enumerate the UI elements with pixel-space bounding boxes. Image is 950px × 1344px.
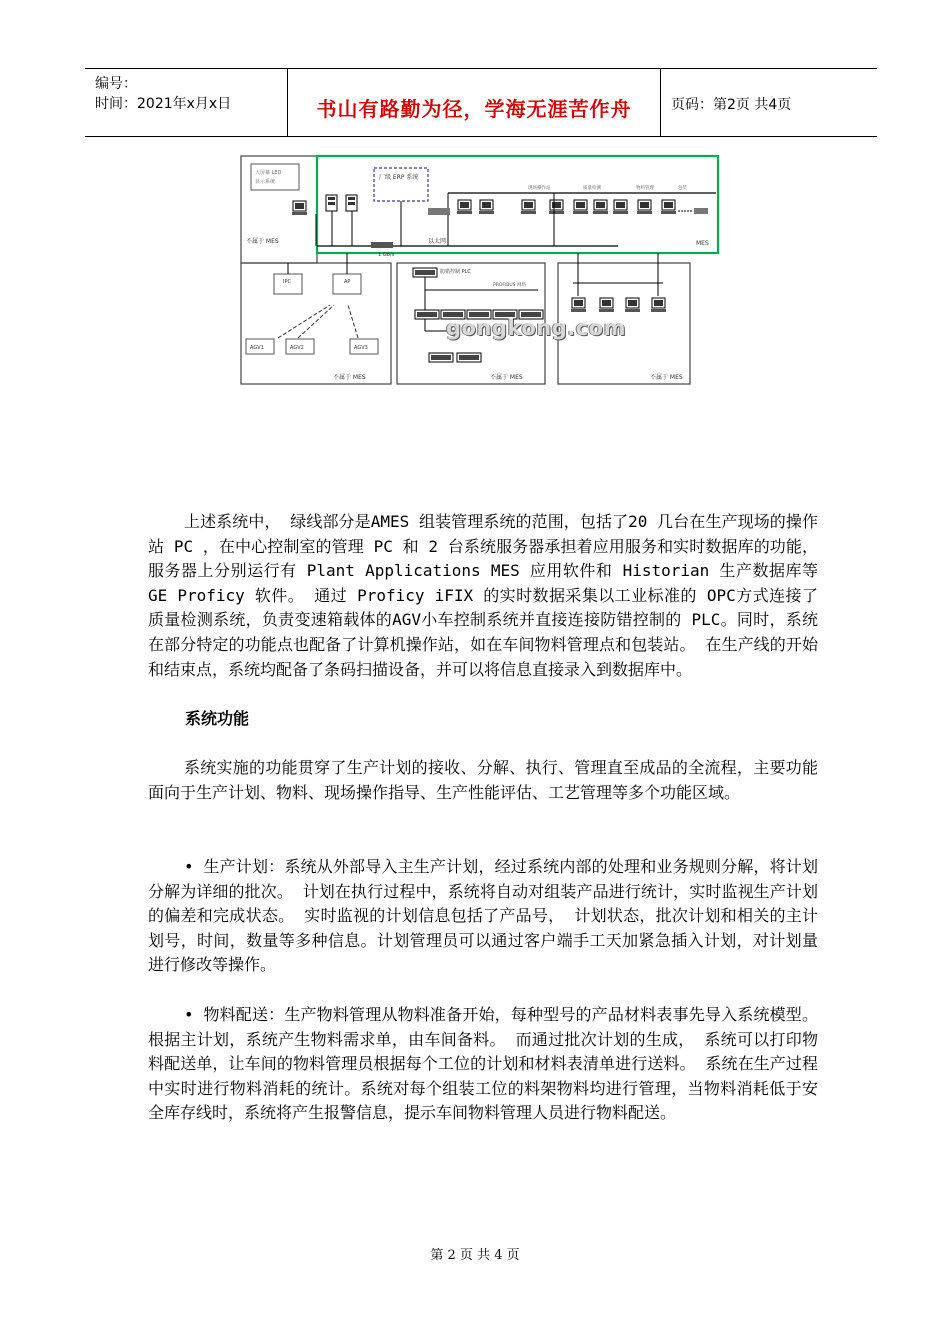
- header-motto-cell: [287, 69, 661, 136]
- pc-icon: [571, 298, 586, 312]
- ethernet-label: 以太网: [428, 238, 447, 245]
- header-page-cell: [661, 69, 877, 136]
- svg-text:包装: 包装: [678, 186, 687, 191]
- doc-number-label: 编号：: [95, 76, 137, 92]
- header-meta-cell: [85, 69, 285, 136]
- pc-icon: [573, 200, 588, 214]
- server-icon: [326, 195, 337, 211]
- plc-host-label: 防错控制 PLC: [440, 269, 471, 275]
- factory-label: 不属于 MES: [650, 374, 683, 381]
- pc-icon: [599, 298, 614, 312]
- agv2-label: AGV2: [290, 345, 304, 351]
- section-heading: 系统功能: [185, 709, 250, 728]
- server-icon: [346, 195, 357, 211]
- watermark-text: gongkong.com: [446, 316, 626, 340]
- svg-text:质量检测: 质量检测: [583, 186, 601, 191]
- pc-icon: [521, 200, 536, 214]
- factory-label: 不属于 MES: [490, 374, 523, 381]
- agv1-label: AGV1: [250, 345, 264, 351]
- pc-icon: [651, 298, 666, 312]
- pc-icon: [625, 298, 640, 312]
- pc-icon: [637, 200, 652, 214]
- paragraph-system-overview: 上述系统中， 绿线部分是AMES 组装管理系统的范围，包括了20 几台在生产现场的操作站 PC ，在中心控制室的管理 PC 和 2 台系统服务器承担着应用服务和实时数据库的功能， 服务器上分别运行有 Plant Applications MES 应用软件和 Historian 生产数据库等 GE Proficy 软件。 通过 Proficy iFIX 的实时数据采集以工业标准的 OPC方式连接了质量检测系统，负责变速箱载体的AGV小车控制系统并直接连接防错控制的 PLC。同时，系统在部分特定的功能点也配备了计算机操作站，如在车间物料管理点和包装站。 在生产线的开始和结束点，系统均配备了条码扫描设备，并可以将信息直接录入到数据库中。: [148, 512, 818, 679]
- printer-icon: [694, 208, 708, 214]
- diagram-svg: [238, 153, 721, 387]
- page-header: [85, 68, 877, 137]
- mes-label: MES: [696, 240, 709, 247]
- pc-icon: [661, 200, 676, 214]
- paragraph-material-delivery: • 物料配送：生产物料管理从物料准备开始，每种型号的产品材料表事先导入系统模型。 根据主计划，系统产生物料需求单，由车间备料。 而通过批次计划的生成， 系统可以打印物料配送单，让车间的物料管理员根据每个工位的计划和材料表清单进行送料。 系统在生产过程中实时进行物料消耗的统计。系统对每个组装工位的料架物料均进行管理，当物料消耗低于安全库存线时，系统将产生报警信息，提示车间物料管理人员进行物料配送。: [148, 1005, 818, 1123]
- factory-label: 不属于 MES: [333, 374, 366, 381]
- agv-box: [241, 263, 391, 384]
- ap-label: AP: [344, 279, 351, 285]
- pc-icon: [593, 200, 608, 214]
- erp-label: 厂级 ERP 系统: [379, 174, 419, 181]
- mes-scope-box: [317, 156, 718, 253]
- svg-text:物料管理: 物料管理: [636, 186, 654, 191]
- svg-text:大屏幕 LED: 大屏幕 LED: [255, 170, 282, 176]
- doc-time-label: 时间：2021年x月x日: [95, 96, 232, 112]
- svg-text:显示系统: 显示系统: [255, 179, 276, 185]
- pc-icon: [549, 200, 564, 214]
- svg-text:现场操作站: 现场操作站: [528, 186, 551, 191]
- plc-icon: [413, 268, 437, 277]
- agv3-label: AGV3: [354, 345, 368, 351]
- pc-icon: [292, 201, 307, 215]
- switch-icon: [371, 242, 393, 248]
- pc-icon: [479, 200, 494, 214]
- system-architecture-diagram: [238, 153, 721, 387]
- pc-icon: [457, 200, 472, 214]
- header-motto: 书山有路勤为径，学海无涯苦作舟: [316, 97, 632, 121]
- plc-icon: [429, 353, 453, 362]
- led-board: [251, 164, 299, 190]
- svg-text:PROFIBUS 网络: PROFIBUS 网络: [493, 283, 526, 288]
- factory-label: 不属于 MES: [246, 238, 279, 245]
- scanner-icon: [428, 208, 450, 215]
- svg-text:1 Gb/s: 1 Gb/s: [378, 252, 395, 258]
- ipc-label: IPC: [283, 279, 291, 285]
- paragraph-system-functions: 系统实施的功能贯穿了生产计划的接收、分解、执行、管理直至成品的全流程，主要功能面向于生产计划、物料、现场操作指导、生产性能评估、工艺管理等多个功能区域。: [148, 758, 818, 802]
- page-footer: 第 2 页 共 4 页: [430, 1248, 520, 1263]
- plc-icon: [415, 310, 439, 319]
- erp-box: [374, 168, 428, 201]
- plc-icon: [457, 353, 481, 362]
- pc-icon: [613, 200, 628, 214]
- paragraph-production-plan: • 生产计划：系统从外部导入主生产计划，经过系统内部的处理和业务规则分解，将计划分解为详细的批次。 计划在执行过程中，系统将自动对组装产品进行统计，实时监视生产计划的偏差和完成状态。 实时监视的计划信息包括了产品号， 计划状态，批次计划和相关的主计划号，时间，数量等多种信息。计划管理员可以通过客户端手工天加紧急插入计划，对计划量进行修改等操作。: [148, 857, 818, 975]
- header-page-label: 页码：第2页 共4页: [671, 97, 792, 113]
